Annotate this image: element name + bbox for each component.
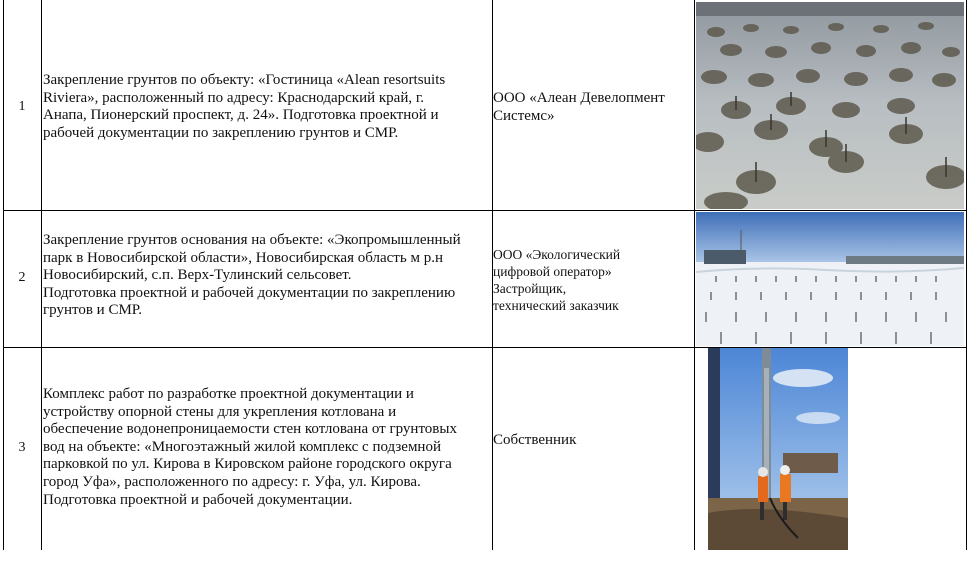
customer-line: цифровой оператор»	[493, 264, 612, 279]
table-border-right	[966, 0, 967, 550]
description-line: парковкой по ул. Кирова в Кировском районе городского округа	[43, 456, 452, 473]
photo-flooded-soil-columns	[696, 2, 964, 209]
description-line: обеспечение водонепроницаемости стен котлована от грунтовых	[43, 421, 457, 438]
row-divider-1	[3, 210, 967, 211]
description-line: грунтов и СМР.	[43, 302, 143, 319]
row-number: 1	[18, 99, 26, 114]
row-number: 3	[18, 440, 26, 455]
description-line: город Уфа», расположенного по адресу: г. Уфа, ул. Кирова.	[43, 473, 421, 490]
column-divider-number	[41, 0, 42, 550]
description-line: Закрепление грунтов основания на объекте: «Экопромышленный	[43, 232, 461, 248]
photo-drilling-rig-workers	[708, 348, 848, 550]
customer-name	[493, 90, 693, 125]
customer-line: ООО «Алеан Девелопмент	[493, 90, 665, 106]
description-line: парк в Новосибирской области», Новосибирская область м р.н	[43, 249, 443, 266]
customer-name	[493, 432, 693, 450]
description-line: Комплекс работ по разработке проектной документации и	[43, 386, 414, 402]
column-divider-customer	[694, 0, 695, 550]
photo-snow-pile-field	[696, 212, 964, 346]
customer-line: Застройщик,	[493, 281, 567, 296]
description-line: Подготовка проектной и рабочей документации.	[43, 491, 353, 508]
customer-name	[493, 246, 693, 314]
description-line: вод на объекте: «Многоэтажный жилой комплекс с подземной	[43, 438, 441, 455]
customer-line: Системс»	[493, 107, 555, 124]
work-description	[43, 72, 493, 142]
customer-line: ООО «Экологический	[493, 247, 621, 262]
work-description	[43, 232, 493, 320]
description-line: устройству опорной стены для укрепления котлована и	[43, 403, 397, 420]
description-line: Подготовка проектной и рабочей документации по закреплению	[43, 284, 456, 301]
work-description	[43, 386, 493, 509]
description-line: Закрепление грунтов по объекту: «Гостиница «Alean resortsuits	[43, 72, 446, 88]
customer-line: Собственник	[493, 432, 577, 448]
description-line: Анапа, Пионерский проспект, д. 24». Подготовка проектной и	[43, 107, 439, 124]
description-line: Новосибирский, с.п. Верх-Тулинский сельсовет.	[43, 267, 352, 284]
description-line: Riviera», расположенный по адресу: Краснодарский край, г.	[43, 89, 425, 106]
customer-line: технический заказчик	[493, 298, 619, 313]
description-line: рабочей документации по закреплению грунтов и СМР.	[43, 124, 399, 141]
row-number: 2	[18, 270, 26, 285]
